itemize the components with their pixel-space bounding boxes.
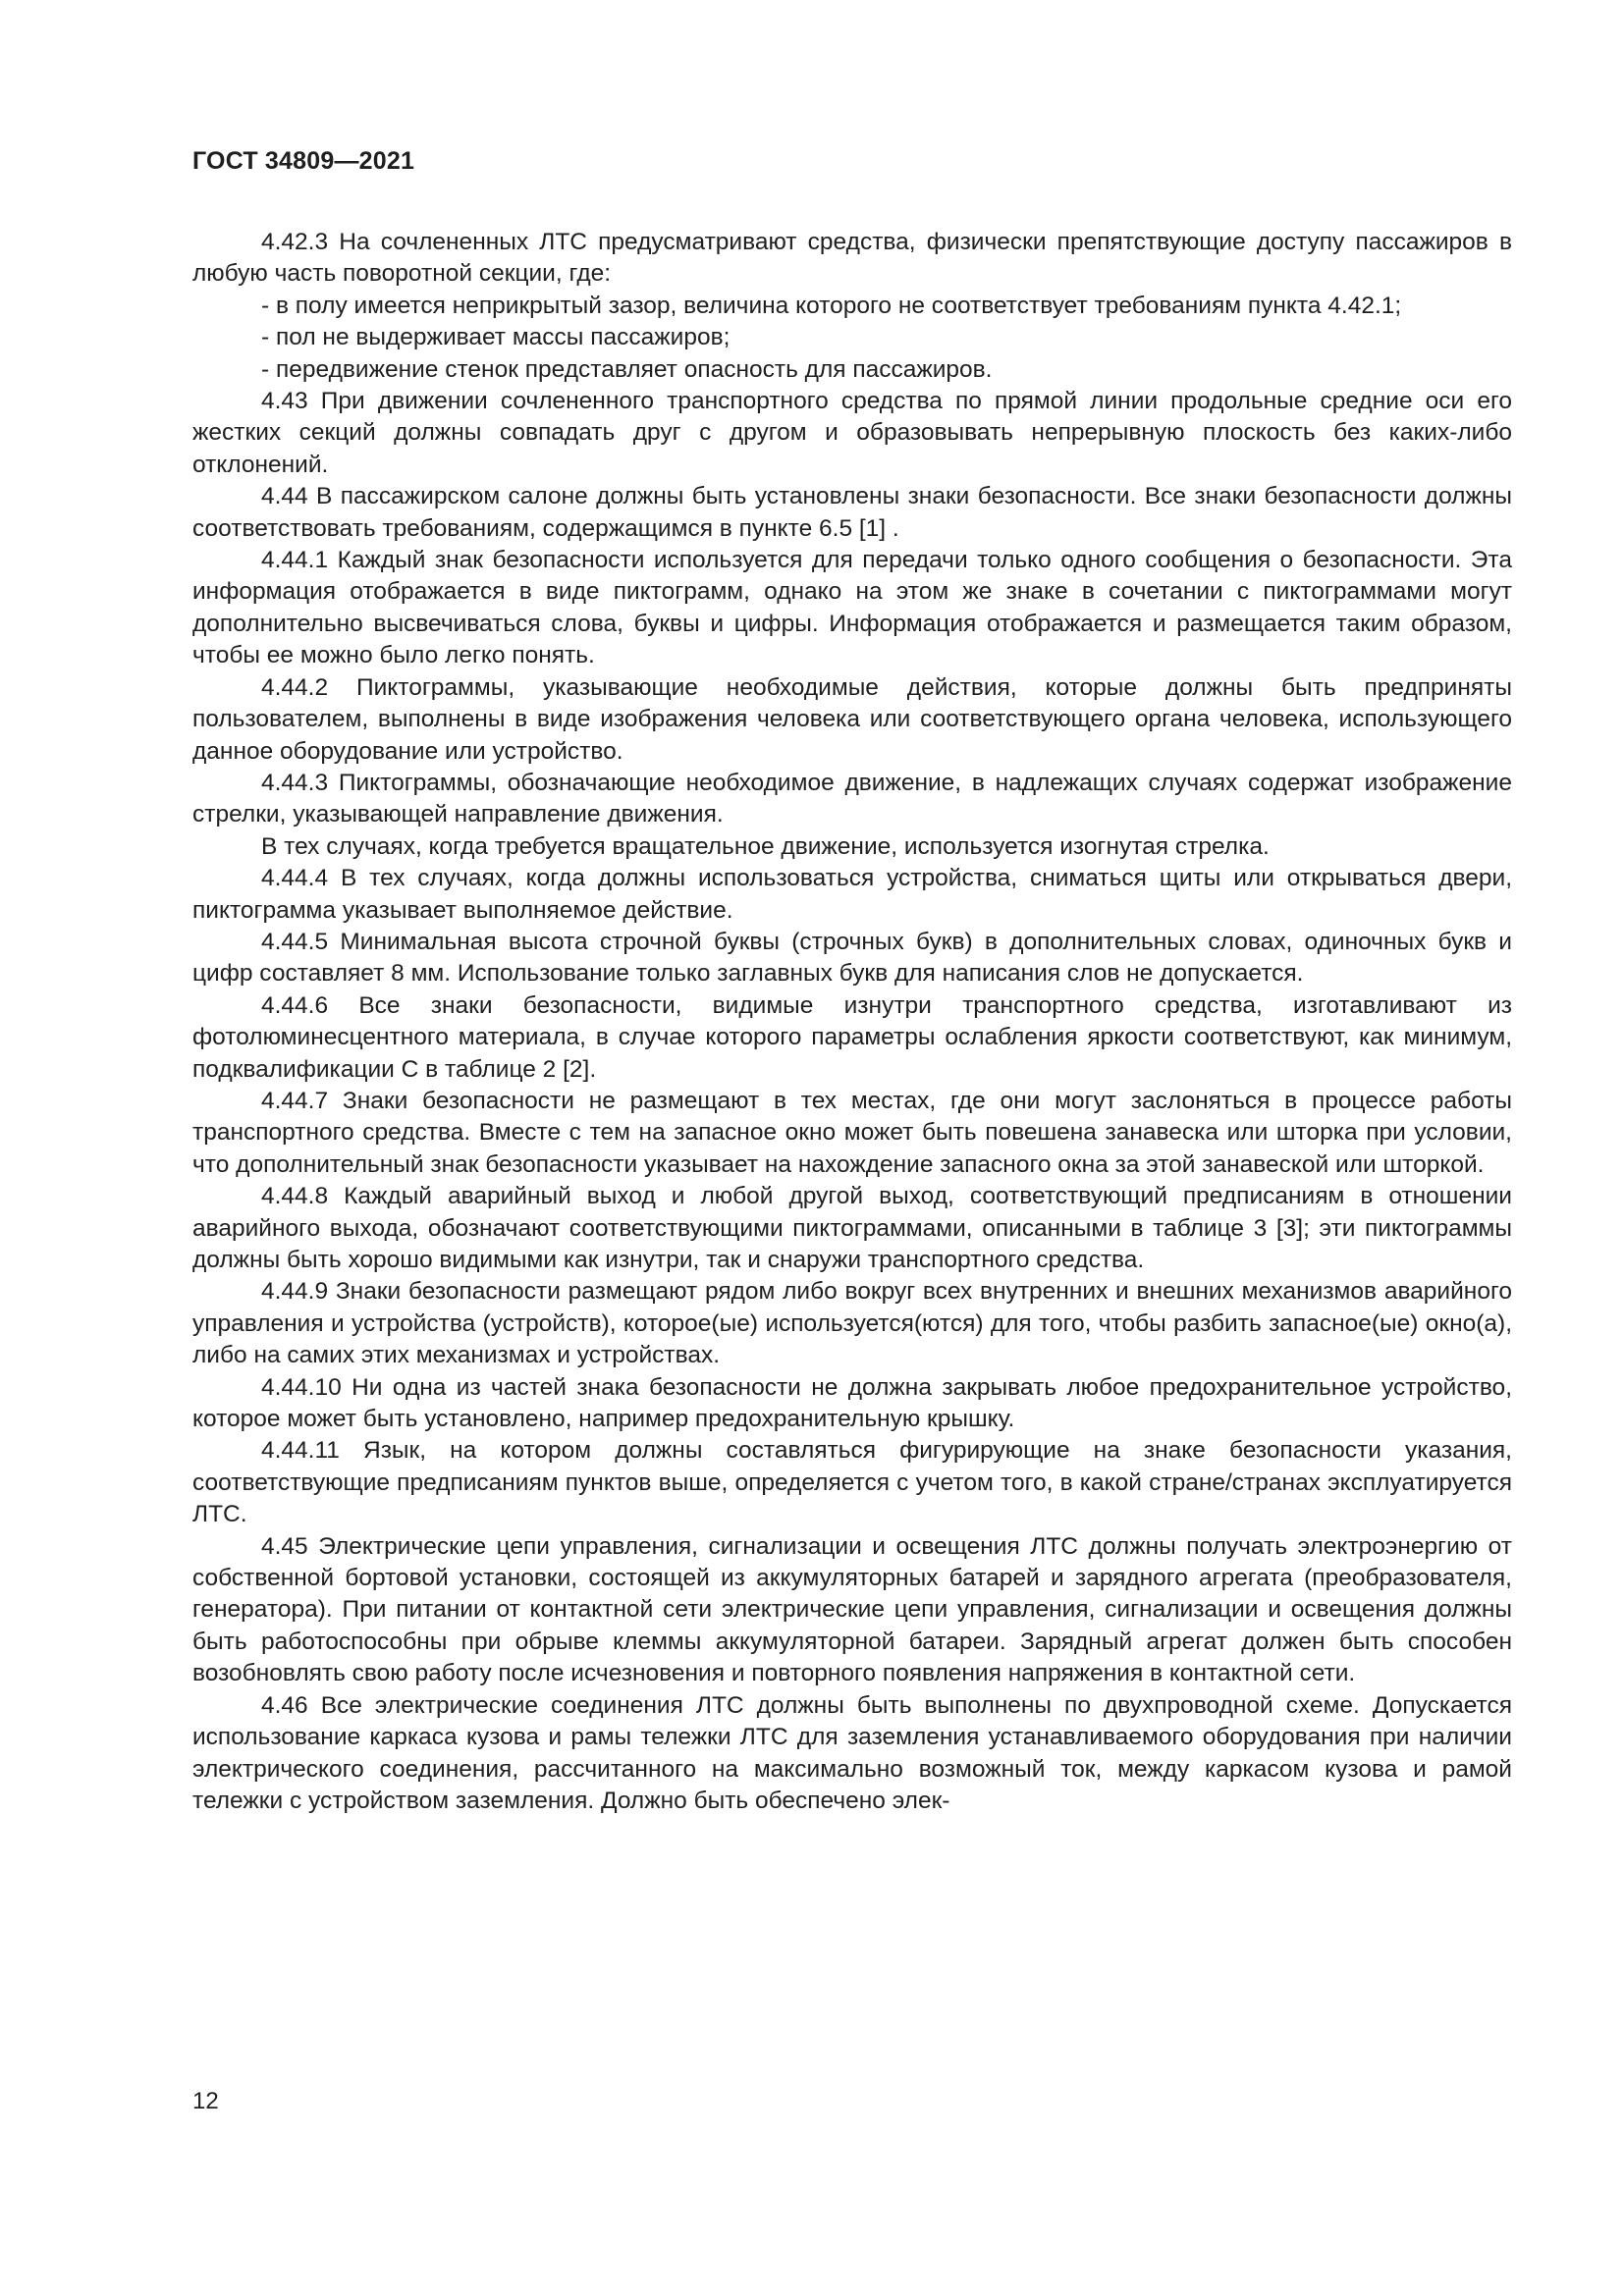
paragraph-4-42-3: 4.42.3 На сочлененных ЛТС предусматривают средства, физически препятствующие доступу пассажиров в любую часть поворотной секции, где:	[192, 229, 1512, 288]
paragraph-4-45: 4.45 Электрические цепи управления, сигнализации и освещения ЛТС должны получать электроэнергию от собственной бортовой установки, состоящей из аккумуляторных батарей и зарядного агрегата (преобразователя, генератора). При питании от контактной сети электрические цепи управления, сигнализации и освещения должны быть работоспособны при обрыве клеммы аккумуляторной батареи. Зарядный агрегат должен быть способен возобновлять свою работу после исчезновения и повторного появления напряжения в контактной сети.	[192, 1532, 1512, 1687]
paragraph-rotational-arrow: В тех случаях, когда требуется вращательное движение, используется изогнутая стрелка.	[261, 832, 1270, 860]
list-item-floor-load: - пол не выдерживает массы пассажиров;	[261, 324, 731, 351]
paragraph-4-44-1: 4.44.1 Каждый знак безопасности используется для передачи только одного сообщения о безопасности. Эта информация отображается в виде пиктограмм, однако на этом же знаке в сочетании с пиктограммами могут дополнительно высвечиваться слова, буквы и цифры. Информация отображается и размещается таким образом, чтобы ее можно было легко понять.	[192, 547, 1512, 669]
paragraph-4-44-5: 4.44.5 Минимальная высота строчной буквы (строчных букв) в дополнительных словах, одиночных букв и цифр составляет 8 мм. Использование только заглавных букв для написания слов не допускается.	[192, 928, 1512, 988]
paragraph-4-44-8: 4.44.8 Каждый аварийный выход и любой другой выход, соответствующий предписаниям в отношении аварийного выхода, обозначают соответствующими пиктограммами, описанными в таблице 3 [3]; эти пиктограммы должны быть хорошо видимыми как изнутри, так и снаружи транспортного средства.	[192, 1183, 1512, 1273]
document-header: ГОСТ 34809—2021	[192, 147, 415, 175]
paragraph-4-44-3: 4.44.3 Пиктограммы, обозначающие необходимое движение, в надлежащих случаях содержат изображение стрелки, указывающей направление движения.	[192, 769, 1512, 828]
list-item-floor-gap: - в полу имеется неприкрытый зазор, величина которого не соответствует требованиям пункта 4.42.1;	[261, 292, 1402, 319]
paragraph-4-44-11: 4.44.11 Язык, на котором должны составляться фигурирующие на знаке безопасности указания, соответствующие предписаниям пунктов выше, определяется с учетом того, в какой стране/странах эксплуатируется ЛТС.	[192, 1437, 1512, 1528]
paragraph-4-44: 4.44 В пассажирском салоне должны быть установлены знаки безопасности. Все знаки безопасности должны соответствовать требованиям, содержащимся в пункте 6.5 [1] .	[192, 483, 1512, 542]
paragraph-4-44-9: 4.44.9 Знаки безопасности размещают рядом либо вокруг всех внутренних и внешних механизмов аварийного управления и устройства (устройств), которое(ые) используется(ются) для того, чтобы разбить запасное(ые) окно(а), либо на самих этих механизмах и устройствах.	[192, 1278, 1512, 1369]
paragraph-4-43: 4.43 При движении сочлененного транспортного средства по прямой линии продольные средние оси его жестких секций должны совпадать друг с другом и образовывать непрерывную плоскость без каких-либо отклонений.	[192, 388, 1512, 478]
paragraph-4-46: 4.46 Все электрические соединения ЛТС должны быть выполнены по двухпроводной схеме. Допускается использование каркаса кузова и рамы тележки ЛТС для заземления устанавливаемого оборудования при наличии электрического соединения, рассчитанного на максимально возможный ток, между каркасом кузова и рамой тележки с устройством заземления. Должно быть обеспечено элек-	[192, 1691, 1512, 1814]
paragraph-4-44-6: 4.44.6 Все знаки безопасности, видимые изнутри транспортного средства, изготавливают из фотолюминесцентного материала, в случае которого параметры ослабления яркости соответствуют, как минимум, подквалификации С в таблице 2 [2].	[192, 991, 1512, 1083]
paragraph-4-44-2: 4.44.2 Пиктограммы, указывающие необходимые действия, которые должны быть предприняты пользователем, выполнены в виде изображения человека или соответствующего органа человека, использующего данное оборудование или устройство.	[192, 673, 1512, 765]
page-number: 12	[192, 2088, 219, 2114]
paragraph-4-44-7: 4.44.7 Знаки безопасности не размещают в тех местах, где они могут заслоняться в процессе работы транспортного средства. Вместе с тем на запасное окно может быть повешена занавеска или шторка при условии, что дополнительный знак безопасности указывает на нахождение запасного окна за этой занавеской или шторкой.	[192, 1087, 1512, 1178]
document-body	[192, 227, 1512, 1817]
paragraph-4-44-4: 4.44.4 В тех случаях, когда должны использоваться устройства, сниматься щиты или открываться двери, пиктограмма указывает выполняемое действие.	[192, 865, 1512, 924]
list-item-wall-movement: - передвижение стенок представляет опасность для пассажиров.	[261, 355, 993, 383]
paragraph-4-44-10: 4.44.10 Ни одна из частей знака безопасности не должна закрывать любое предохранительное устройство, которое может быть установлено, например предохранительную крышку.	[192, 1373, 1512, 1433]
